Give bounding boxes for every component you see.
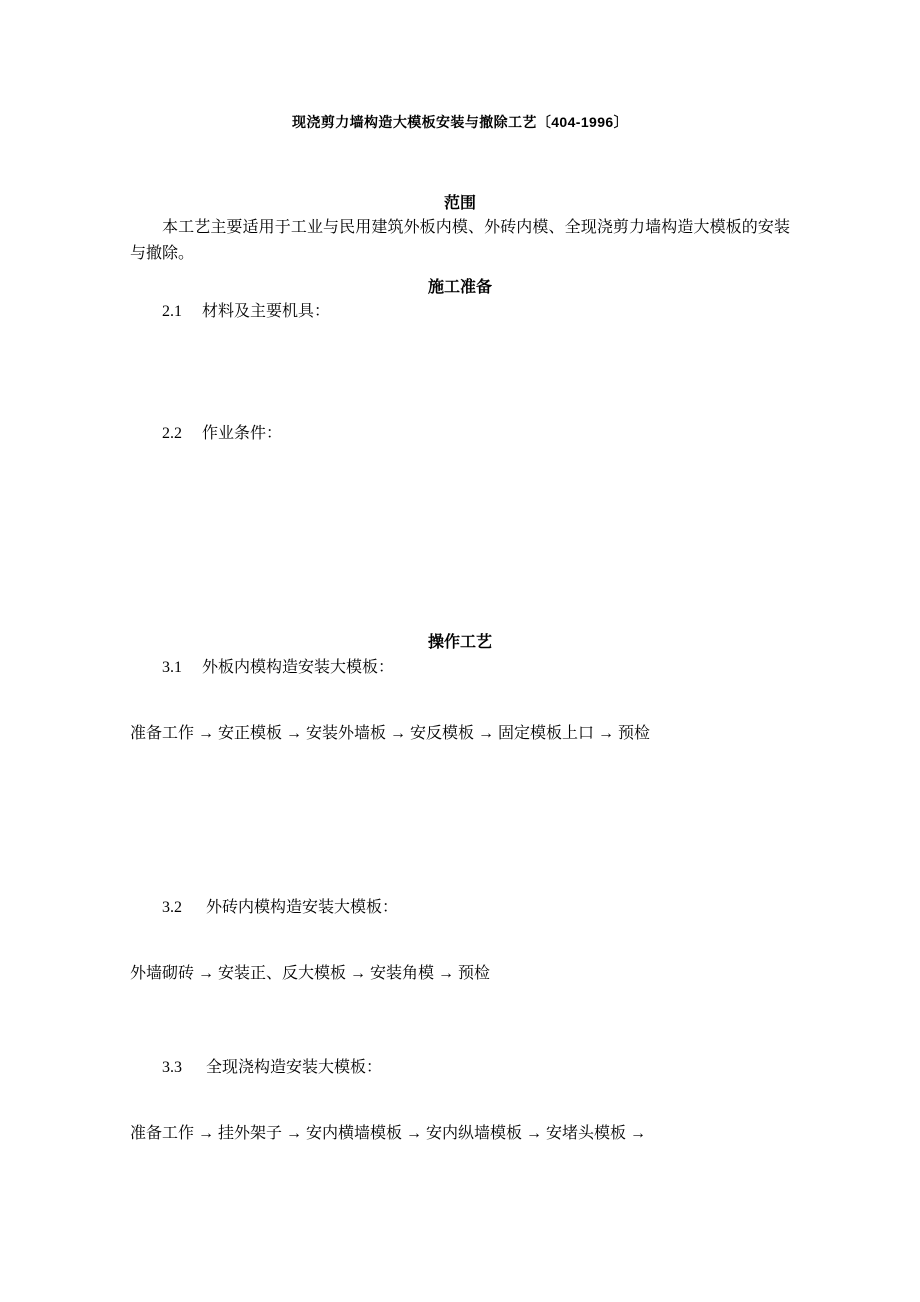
item-gap <box>182 899 206 916</box>
spacer <box>130 133 790 193</box>
item-number: 2.1 <box>162 303 182 321</box>
item-gap <box>182 425 202 442</box>
section-range-body: 本工艺主要适用于工业与民用建筑外板内模、外砖内模、全现浇剪力墙构造大模板的安装与撤除。 <box>130 218 790 262</box>
spacer <box>130 325 790 421</box>
spacer <box>130 267 790 277</box>
item-gap <box>182 303 202 320</box>
spacer <box>130 447 790 632</box>
list-item <box>130 655 790 681</box>
section-heading-preparation: 施工准备 <box>427 278 492 296</box>
list-item <box>130 421 790 447</box>
item-label: 外砖内模构造安装大模板： <box>206 898 399 916</box>
item-number: 3.1 <box>162 658 182 676</box>
process-flow-1: 准备工作 → 安正模板 → 安装外墙板 → 安反模板 → 固定模板上口 → 预检 <box>130 724 651 742</box>
spacer <box>130 747 790 895</box>
page-title: 现浇剪力墙构造大模板安装与撤除工艺〔404-1996〕 <box>292 114 628 130</box>
process-flow-2: 外墙砌砖 → 安装正、反大模板 → 安装角模 → 预检 <box>130 964 491 982</box>
section-heading-range: 范围 <box>443 194 476 212</box>
item-number: 3.2 <box>162 898 182 916</box>
item-label: 材料及主要机具： <box>202 303 331 321</box>
list-item <box>130 299 790 325</box>
item-gap <box>182 659 202 676</box>
item-label: 全现浇构造安装大模板： <box>206 1058 383 1076</box>
spacer <box>130 1081 790 1121</box>
process-flow-3: 准备工作 → 挂外架子 → 安内横墙模板 → 安内纵墙模板 → 安堵头模板 → <box>130 1124 647 1142</box>
item-number: 2.2 <box>162 425 182 443</box>
list-item <box>130 1055 790 1081</box>
spacer <box>130 987 790 1055</box>
spacer <box>130 681 790 721</box>
document-body <box>130 0 790 1147</box>
item-number: 3.3 <box>162 1058 182 1076</box>
spacer <box>130 921 790 961</box>
item-label: 作业条件： <box>202 425 283 443</box>
list-item <box>130 895 790 921</box>
item-label: 外板内模构造安装大模板： <box>202 658 395 676</box>
item-gap <box>182 1059 206 1076</box>
section-heading-process: 操作工艺 <box>427 634 492 652</box>
